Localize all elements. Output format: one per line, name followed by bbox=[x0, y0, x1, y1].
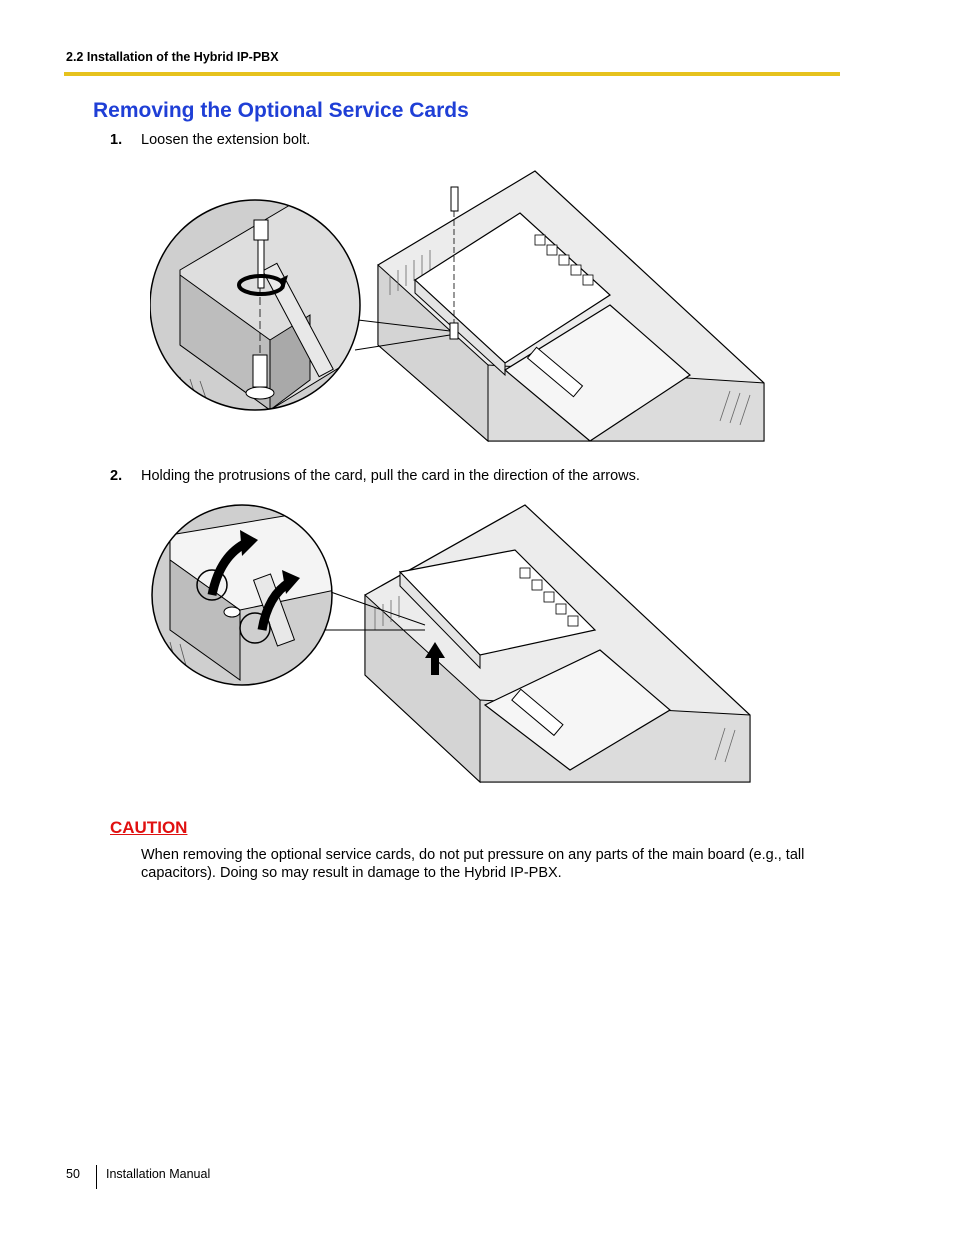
step-number: 1. bbox=[110, 132, 123, 148]
document-name: Installation Manual bbox=[106, 1167, 211, 1181]
section-header: 2.2 Installation of the Hybrid IP-PBX bbox=[66, 50, 279, 64]
figure-pull-card bbox=[150, 500, 760, 785]
footer-separator bbox=[96, 1165, 97, 1189]
figure-loosen-bolt bbox=[150, 165, 770, 445]
caution-title: CAUTION bbox=[110, 818, 188, 837]
step-text: Holding the protrusions of the card, pull the card in the direction of the arrows. bbox=[141, 468, 640, 484]
header-rule bbox=[64, 72, 840, 76]
step-text: Loosen the extension bolt. bbox=[141, 132, 311, 148]
page-title: Removing the Optional Service Cards bbox=[93, 99, 469, 122]
caution-text: When removing the optional service cards, do not put pressure on any parts of the main board (e.g., tall capacitors). Doing so may result in damage to the Hybrid IP-PBX. bbox=[141, 847, 805, 881]
page-number: 50 bbox=[66, 1167, 80, 1181]
step-number: 2. bbox=[110, 468, 123, 484]
